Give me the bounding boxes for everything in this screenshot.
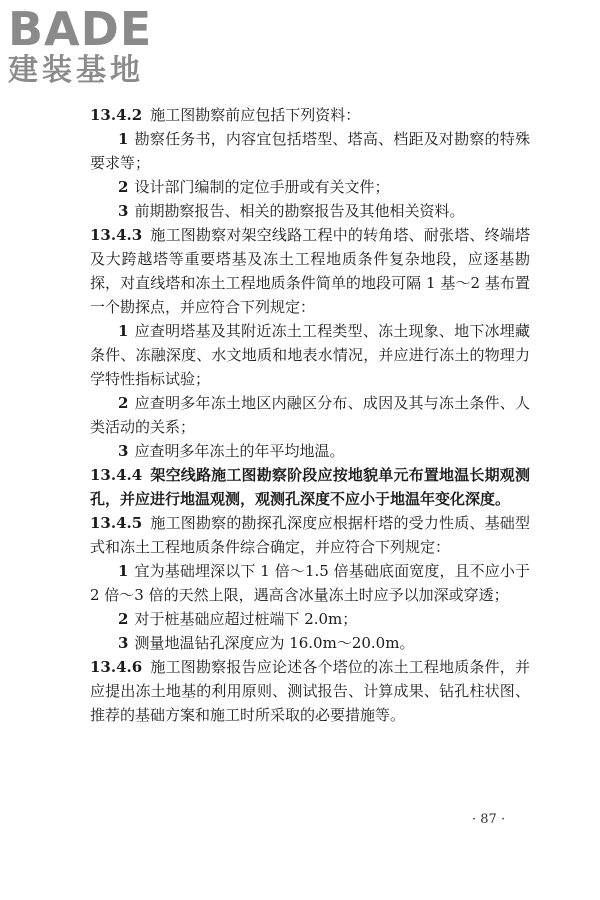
clause-13-4-5: [90, 511, 530, 559]
item-text: 应查明塔基及其附近冻土工程类型、冻土现象、地下冰埋藏条件、冻融深度、水文地质和地表水情况，并应进行冻土的物理力学特性指标试验；: [90, 322, 530, 388]
page-number: · 87 ·: [472, 812, 506, 827]
item-number: 1: [118, 130, 129, 148]
item-number: 2: [118, 178, 129, 196]
list-item: [90, 199, 530, 223]
item-text: 应查明多年冻土的年平均地温。: [134, 442, 345, 460]
list-item: [90, 439, 530, 463]
clause-text: 施工图勘察前应包括下列资料：: [150, 106, 361, 124]
list-item: [90, 175, 530, 199]
item-number: 2: [118, 394, 129, 412]
clause-text: 施工图勘察的勘探孔深度应根据杆塔的受力性质、基础型式和冻土工程地质条件综合确定，并应符合下列规定：: [90, 514, 530, 556]
item-number: 2: [118, 610, 129, 628]
item-number: 1: [118, 322, 129, 340]
clause-number: 13.4.4: [90, 466, 143, 484]
clause-13-4-3: [90, 223, 530, 319]
clause-13-4-4: [90, 463, 530, 511]
item-text: 对于桩基础应超过桩端下 2.0m；: [134, 610, 358, 628]
list-item: [90, 319, 530, 391]
clause-number: 13.4.6: [90, 658, 143, 676]
list-item: [90, 391, 530, 439]
clause-text: 施工图勘察报告应论述各个塔位的冻土工程地质条件，并应提出冻土地基的利用原则、测试报告、计算成果、钻孔柱状图、推荐的基础方案和施工时所采取的必要措施等。: [90, 658, 530, 724]
item-number: 3: [118, 442, 129, 460]
item-number: 3: [118, 202, 129, 220]
item-text: 前期勘察报告、相关的勘察报告及其他相关资料。: [134, 202, 465, 220]
clause-number: 13.4.2: [90, 106, 143, 124]
bade-logo: [8, 2, 178, 96]
item-text: 勘察任务书，内容宜包括塔型、塔高、档距及对勘察的特殊要求等；: [90, 130, 530, 172]
clause-number: 13.4.5: [90, 514, 143, 532]
list-item: [90, 559, 530, 607]
clause-13-4-2: [90, 103, 530, 127]
logo-mark: BADE: [8, 2, 153, 56]
item-text: 测量地温钻孔深度应为 16.0m～20.0m。: [134, 634, 415, 652]
item-number: 1: [118, 562, 129, 580]
item-number: 3: [118, 634, 129, 652]
item-text: 设计部门编制的定位手册或有关文件；: [134, 178, 390, 196]
clause-13-4-6: [90, 655, 530, 727]
list-item: [90, 127, 530, 175]
list-item: [90, 631, 530, 655]
item-text: 宜为基础埋深以下 1 倍～1.5 倍基础底面宽度，且不应小于 2 倍～3 倍的天然上限，遇高含冰量冻土时应予以加深或穿透；: [90, 562, 530, 604]
list-item: [90, 607, 530, 631]
document-body: [90, 103, 530, 727]
clause-text: 施工图勘察对架空线路工程中的转角塔、耐张塔、终端塔及大跨越塔等重要塔基及冻土工程地质条件复杂地段，应逐基勘探，对直线塔和冻土工程地质条件简单的地段可隔 1 基～2 基布置一个勘探点，并应符合下列规定：: [90, 226, 530, 316]
clause-text: 架空线路施工图勘察阶段应按地貌单元布置地温长期观测孔，并应进行地温观测，观测孔深度不应小于地温年变化深度。: [90, 466, 530, 508]
clause-number: 13.4.3: [90, 226, 143, 244]
logo-subtitle: 建装基地: [8, 53, 144, 88]
item-text: 应查明多年冻土地区内融区分布、成因及其与冻土条件、人类活动的关系；: [90, 394, 530, 436]
